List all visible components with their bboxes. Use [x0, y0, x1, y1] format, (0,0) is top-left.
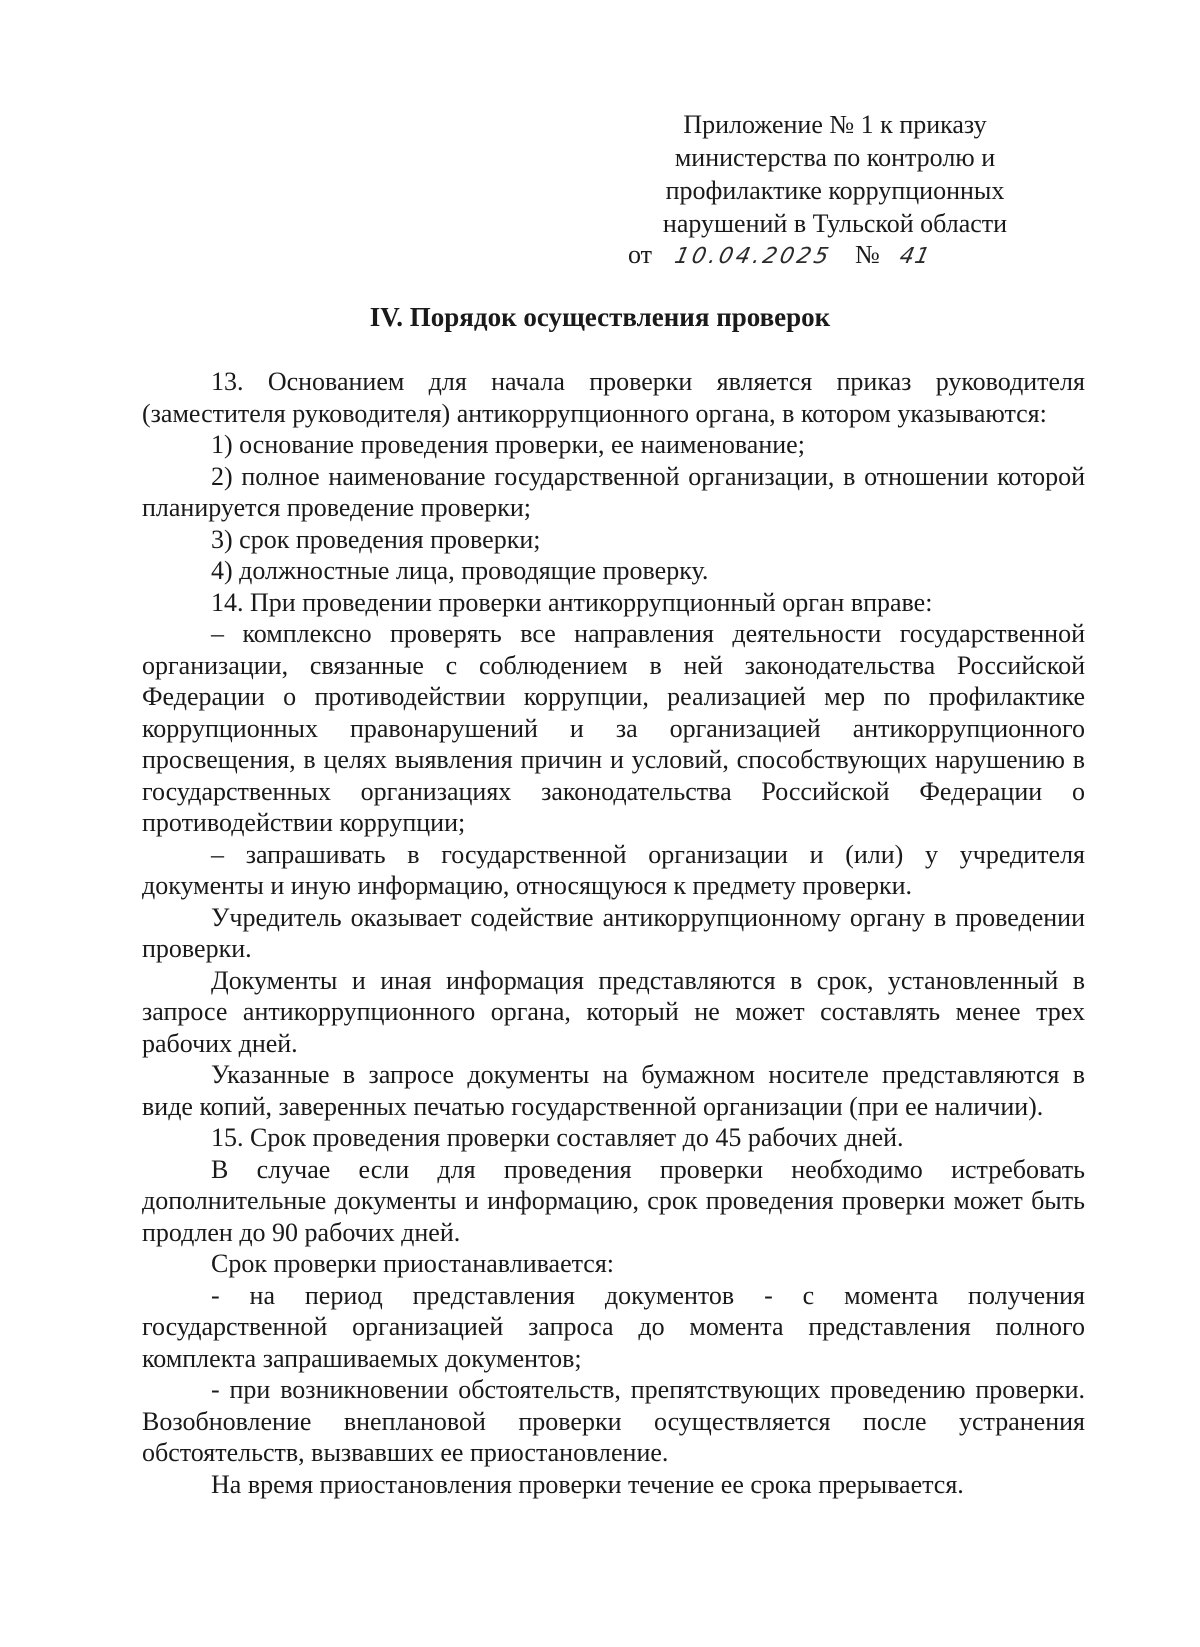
order-prefix: от	[628, 240, 653, 269]
paragraph: – комплексно проверять все направления деятельности государственной организации, связанные с соблюдением в ней законодательства Российской Федерации о противодействии коррупции, реализацией мер по профилактике коррупционных правонарушений и за организацией антикоррупционного просвещения, в целях выявления причин и условий, способствующих нарушению в государственных организациях законодательства Российской Федерации о противодействии коррупции;	[142, 619, 1085, 837]
number-sign: №	[855, 240, 880, 269]
paragraph: 15. Срок проведения проверки составляет до 45 рабочих дней.	[211, 1123, 904, 1152]
header-line: Приложение № 1 к приказу	[683, 110, 987, 139]
handwritten-order-date: 10.04.2025	[671, 244, 834, 269]
header-line: министерства по контролю и	[674, 143, 996, 172]
section-title: IV. Порядок осуществления проверок	[369, 302, 831, 332]
paragraph: - на период представления документов - с момента получения государственной организацией запроса до момента представления полного комплекта запрашиваемых документов;	[142, 1280, 1085, 1373]
paragraph: 3) срок проведения проверки;	[211, 524, 541, 554]
paragraph: - при возникновении обстоятельств, препятствующих проведению проверки. Возобновление внеплановой проверки осуществляется после устранения обстоятельств, вызвавших ее приостановление.	[142, 1375, 1085, 1467]
document-body	[142, 366, 1085, 1500]
handwritten-order-number: 41	[897, 244, 933, 269]
attachment-header	[620, 108, 1050, 240]
paragraph: Документы и иная информация представляются в срок, установленный в запросе антикоррупционного органа, который не может составлять менее трех рабочих дней.	[142, 965, 1085, 1058]
paragraph: На время приостановления проверки течение ее срока прерывается.	[211, 1469, 964, 1499]
paragraph: Срок проверки приостанавливается:	[211, 1249, 615, 1278]
paragraph: Учредитель оказывает содействие антикоррупционному органу в проведении проверки.	[142, 902, 1085, 963]
paragraph: 2) полное наименование государственной организации, в отношении которой планируется проведение проверки;	[142, 461, 1085, 522]
paragraph: 14. При проведении проверки антикоррупционный орган вправе:	[211, 587, 933, 617]
paragraph: – запрашивать в государственной организации и (или) у учредителя документы и иную информацию, относящуюся к предмету проверки.	[142, 839, 1085, 900]
paragraph: 4) должностные лица, проводящие проверку.	[211, 556, 709, 585]
header-line: профилактике коррупционных	[665, 176, 1005, 205]
paragraph: В случае если для проведения проверки необходимо истребовать дополнительные документы и информацию, срок проведения проверки может быть продлен до 90 рабочих дней.	[142, 1154, 1085, 1247]
paragraph: 1) основание проведения проверки, ее наименование;	[211, 430, 805, 459]
order-date-number-line	[628, 238, 933, 273]
paragraph: 13. Основанием для начала проверки является приказ руководителя (заместителя руководителя) антикоррупционного органа, в котором указываются:	[142, 367, 1085, 428]
header-line: нарушений в Тульской области	[662, 209, 1008, 238]
paragraph: Указанные в запросе документы на бумажном носителе представляются в виде копий, заверенных печатью государственной организации (при ее наличии).	[142, 1060, 1085, 1121]
